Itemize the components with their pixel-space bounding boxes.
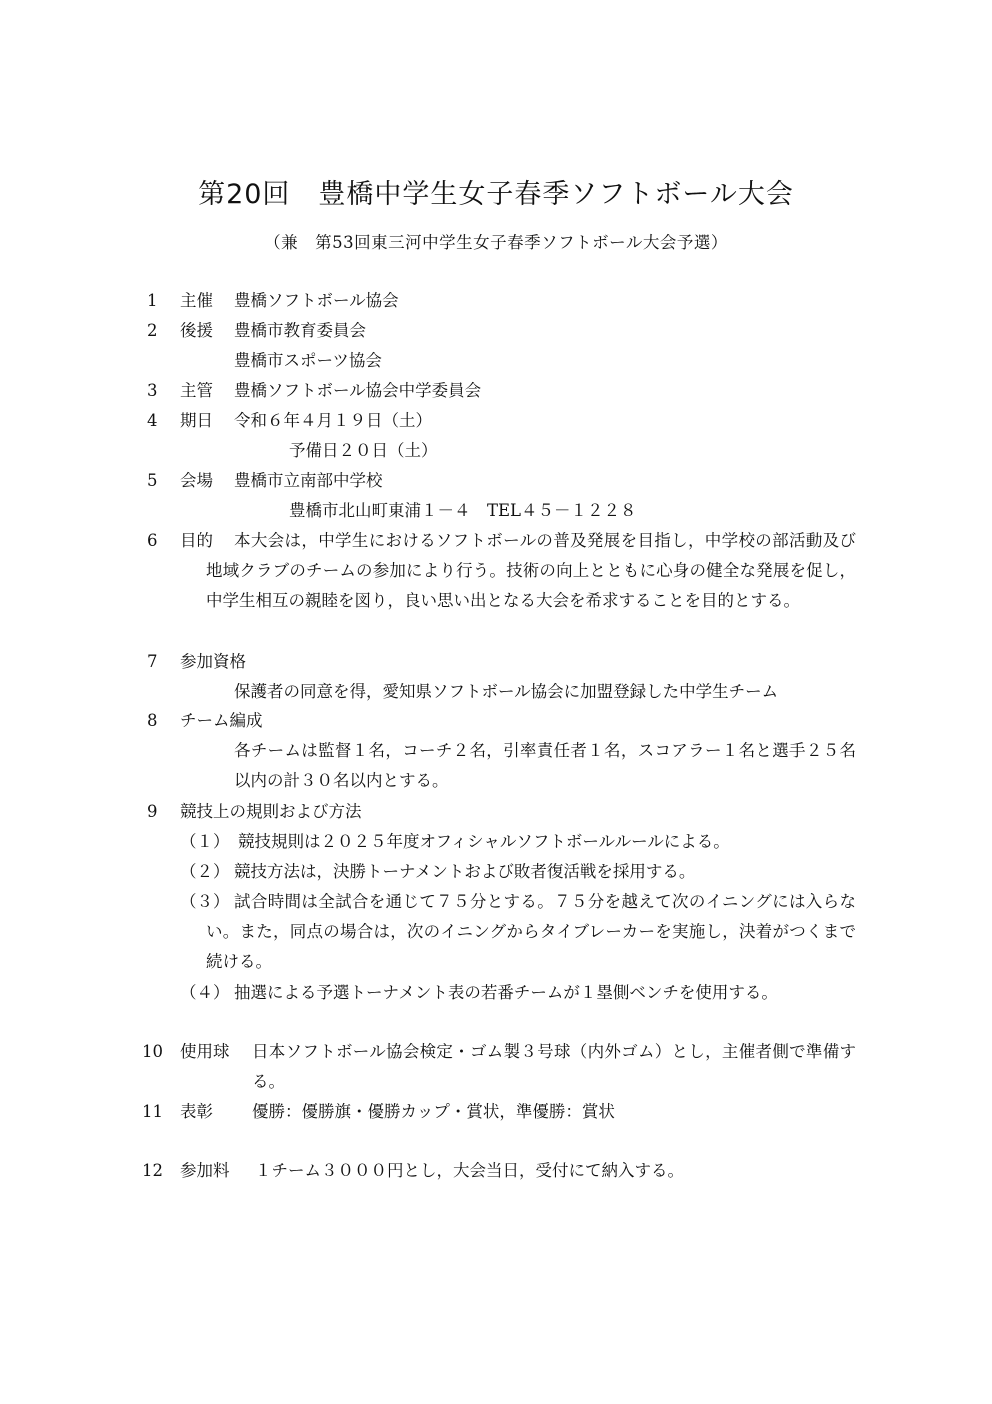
item-5-value: 豊橋市立南部中学校 [234, 471, 383, 490]
item-9-number: 9 [147, 802, 158, 821]
item-6-label: 目的 [180, 531, 213, 550]
item-9-label: 競技上の規則および方法 [180, 802, 362, 821]
item-8-number: 8 [147, 711, 158, 730]
item-12-label: 参加料 [180, 1161, 230, 1180]
item-2-value: 豊橋市教育委員会 [234, 321, 366, 340]
item-1-label: 主催 [180, 291, 213, 310]
rule-3-marker: （３） [180, 892, 230, 911]
item-12-number: 12 [142, 1161, 163, 1180]
item-3-value: 豊橋ソフトボール協会中学委員会 [234, 381, 482, 400]
item-1-value: 豊橋ソフトボール協会 [234, 291, 399, 310]
item-5-label: 会場 [180, 471, 213, 490]
item-1-number: 1 [147, 291, 158, 310]
item-6-value: 本大会は，中学生におけるソフトボールの普及発展を目指し，中学校の部活動及び地域クラブのチームの参加により行う。技術の向上とともに心身の健全な発展を促し，中学生相互の親睦を図り，良い思い出となる大会を希求することを目的とする。 [206, 531, 856, 610]
item-8-label: チーム編成 [180, 711, 263, 730]
rule-2-marker: （２） [180, 862, 230, 881]
item-3-label: 主管 [180, 381, 213, 400]
item-11-value: 優勝：優勝旗・優勝カップ・賞状，準優勝：賞状 [252, 1102, 615, 1121]
item-7-value: 保護者の同意を得，愛知県ソフトボール協会に加盟登録した中学生チーム [234, 682, 779, 701]
item-2-value-line2: 豊橋市スポーツ協会 [234, 351, 382, 370]
rule-1-text: 競技規則は２０２５年度オフィシャルソフトボールルールによる。 [238, 832, 730, 851]
item-4-value-line2: 予備日２０日（土） [289, 441, 438, 460]
rule-4-text: 抽選による予選トーナメント表の若番チームが１塁側ベンチを使用する。 [234, 983, 778, 1002]
item-12-value: １チーム３０００円とし，大会当日，受付にて納入する。 [255, 1161, 684, 1180]
item-4-label: 期日 [180, 411, 213, 430]
document-subtitle: （兼 第53回東三河中学生女子春季ソフトボール大会予選） [264, 233, 728, 252]
rule-2-text: 競技方法は，決勝トーナメントおよび敗者復活戦を採用する。 [234, 862, 696, 881]
item-10-number: 10 [142, 1042, 163, 1061]
item-5-number: 5 [147, 471, 158, 490]
item-4-value: 令和６年４月１９日（土） [234, 411, 432, 430]
document-title: 第20回 豊橋中学生女子春季ソフトボール大会 [198, 179, 794, 210]
item-3-number: 3 [147, 381, 158, 400]
item-11-number: 11 [142, 1102, 163, 1121]
rule-1-marker: （１） [180, 832, 230, 851]
item-7-label: 参加資格 [180, 652, 246, 671]
item-11-label: 表彰 [180, 1102, 213, 1121]
item-4-number: 4 [147, 411, 158, 430]
rule-4-marker: （４） [180, 983, 230, 1002]
rule-3-text: 試合時間は全試合を通じて７５分とする。７５分を越えて次のイニングには入らない。また，同点の場合は，次のイニングからタイブレーカーを実施し，決着がつくまで続ける。 [206, 892, 856, 971]
item-2-label: 後援 [180, 321, 213, 340]
item-6-number: 6 [147, 531, 158, 550]
item-5-value-line2: 豊橋市北山町東浦１－４ TEL４５－１２２８ [289, 501, 637, 520]
item-10-label: 使用球 [180, 1042, 230, 1061]
item-10-value: 日本ソフトボール協会検定・ゴム製３号球（内外ゴム）とし，主催者側で準備する。 [252, 1042, 856, 1091]
item-2-number: 2 [147, 321, 158, 340]
item-8-value: 各チームは監督１名，コーチ２名，引率責任者１名，スコアラー１名と選手２５名以内の計３０名以内とする。 [234, 741, 856, 790]
item-7-number: 7 [147, 652, 158, 671]
